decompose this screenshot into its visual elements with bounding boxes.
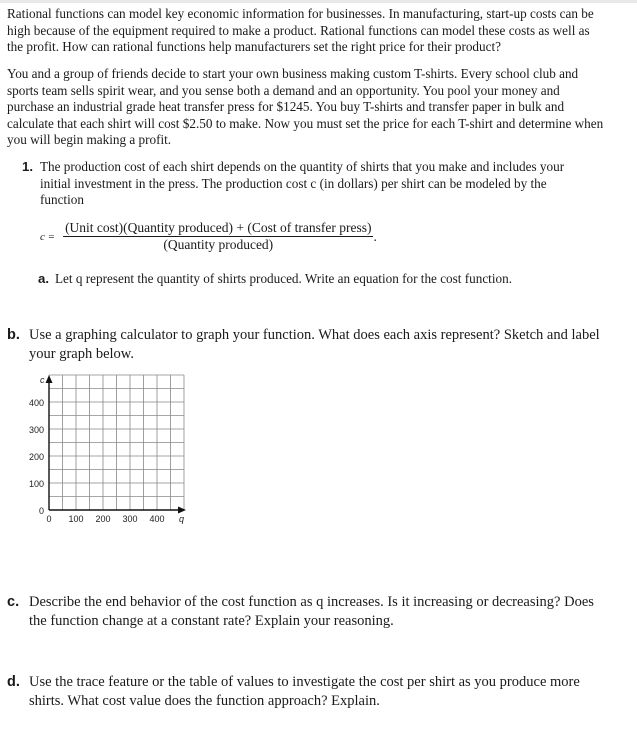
- formula-lhs: c =: [40, 230, 56, 243]
- y-tick: 200: [28, 452, 44, 462]
- part-a-label: a.: [38, 271, 49, 286]
- x-axis-label: q: [179, 514, 185, 524]
- y-tick: 400: [28, 398, 44, 408]
- scenario-paragraph: You and a group of friends decide to start your own business making custom T-shirts. Every school club and sports team sells spirit wear, and you sense both a demand and an opportunity. You pool your money and purchase an industrial grade heat transfer press for $1245. You buy T-shirts and transfer paper in bulk and calculate that each shirt will cost $2.50 to make. Now you must set the price for each T-shirt and determine when you will begin making a profit.: [7, 66, 604, 147]
- y-origin: 0: [38, 506, 44, 516]
- intro-paragraph: Rational functions can model key economic information for businesses. In manufacturing, start-up costs can be high because of the equipment required to make a product. Rational functions can model these costs as well as the profit. How can rational functions help manufacturers set the right price for their product?: [7, 6, 594, 54]
- x-tick: 400: [149, 514, 165, 524]
- question-text: The production cost of each shirt depends on the quantity of shirts that you make and includes your initial investment in the press. The production cost c (in dollars) per shirt can be modeled by the function: [40, 159, 565, 207]
- formula-end: .: [373, 228, 377, 244]
- part-b-text: Use a graphing calculator to graph your function. What does each axis represent? Sketch and label your graph below.: [29, 327, 600, 362]
- part-a-text: Let q represent the quantity of shirts produced. Write an equation for the cost function.: [55, 271, 512, 286]
- fraction: [63, 220, 373, 253]
- part-d-text: Use the trace feature or the table of values to investigate the cost per shirt as you produce more shirts. What cost value does the function approach? Explain.: [29, 674, 580, 709]
- top-edge: [0, 0, 637, 3]
- y-tick: 100: [28, 479, 44, 489]
- part-a: [38, 271, 512, 287]
- numerator: (Unit cost)(Quantity produced) + (Cost of transfer press): [65, 220, 372, 235]
- part-b: [7, 326, 607, 364]
- y-tick: 300: [28, 425, 44, 435]
- part-c-label: c.: [7, 594, 20, 610]
- y-axis-arrow-icon: [46, 375, 53, 383]
- x-axis-arrow-icon: [178, 507, 186, 514]
- y-axis-label: c: [40, 375, 45, 385]
- part-c: [7, 593, 607, 631]
- x-tick: 300: [122, 514, 138, 524]
- part-d: [7, 673, 607, 711]
- part-d-label: d.: [7, 674, 20, 690]
- x-tick: 100: [68, 514, 84, 524]
- blank-graph: [0, 360, 220, 530]
- x-origin: 0: [46, 514, 52, 524]
- question-number: 1.: [22, 159, 33, 174]
- question-1: [22, 159, 582, 209]
- part-c-text: Describe the end behavior of the cost function as q increases. Is it increasing or decreasing? Does the function change at a constant rate? Explain your reasoning.: [29, 594, 594, 629]
- denominator: (Quantity produced): [163, 237, 274, 252]
- x-tick: 200: [95, 514, 111, 524]
- cost-formula: [40, 220, 377, 253]
- part-b-label: b.: [7, 327, 20, 343]
